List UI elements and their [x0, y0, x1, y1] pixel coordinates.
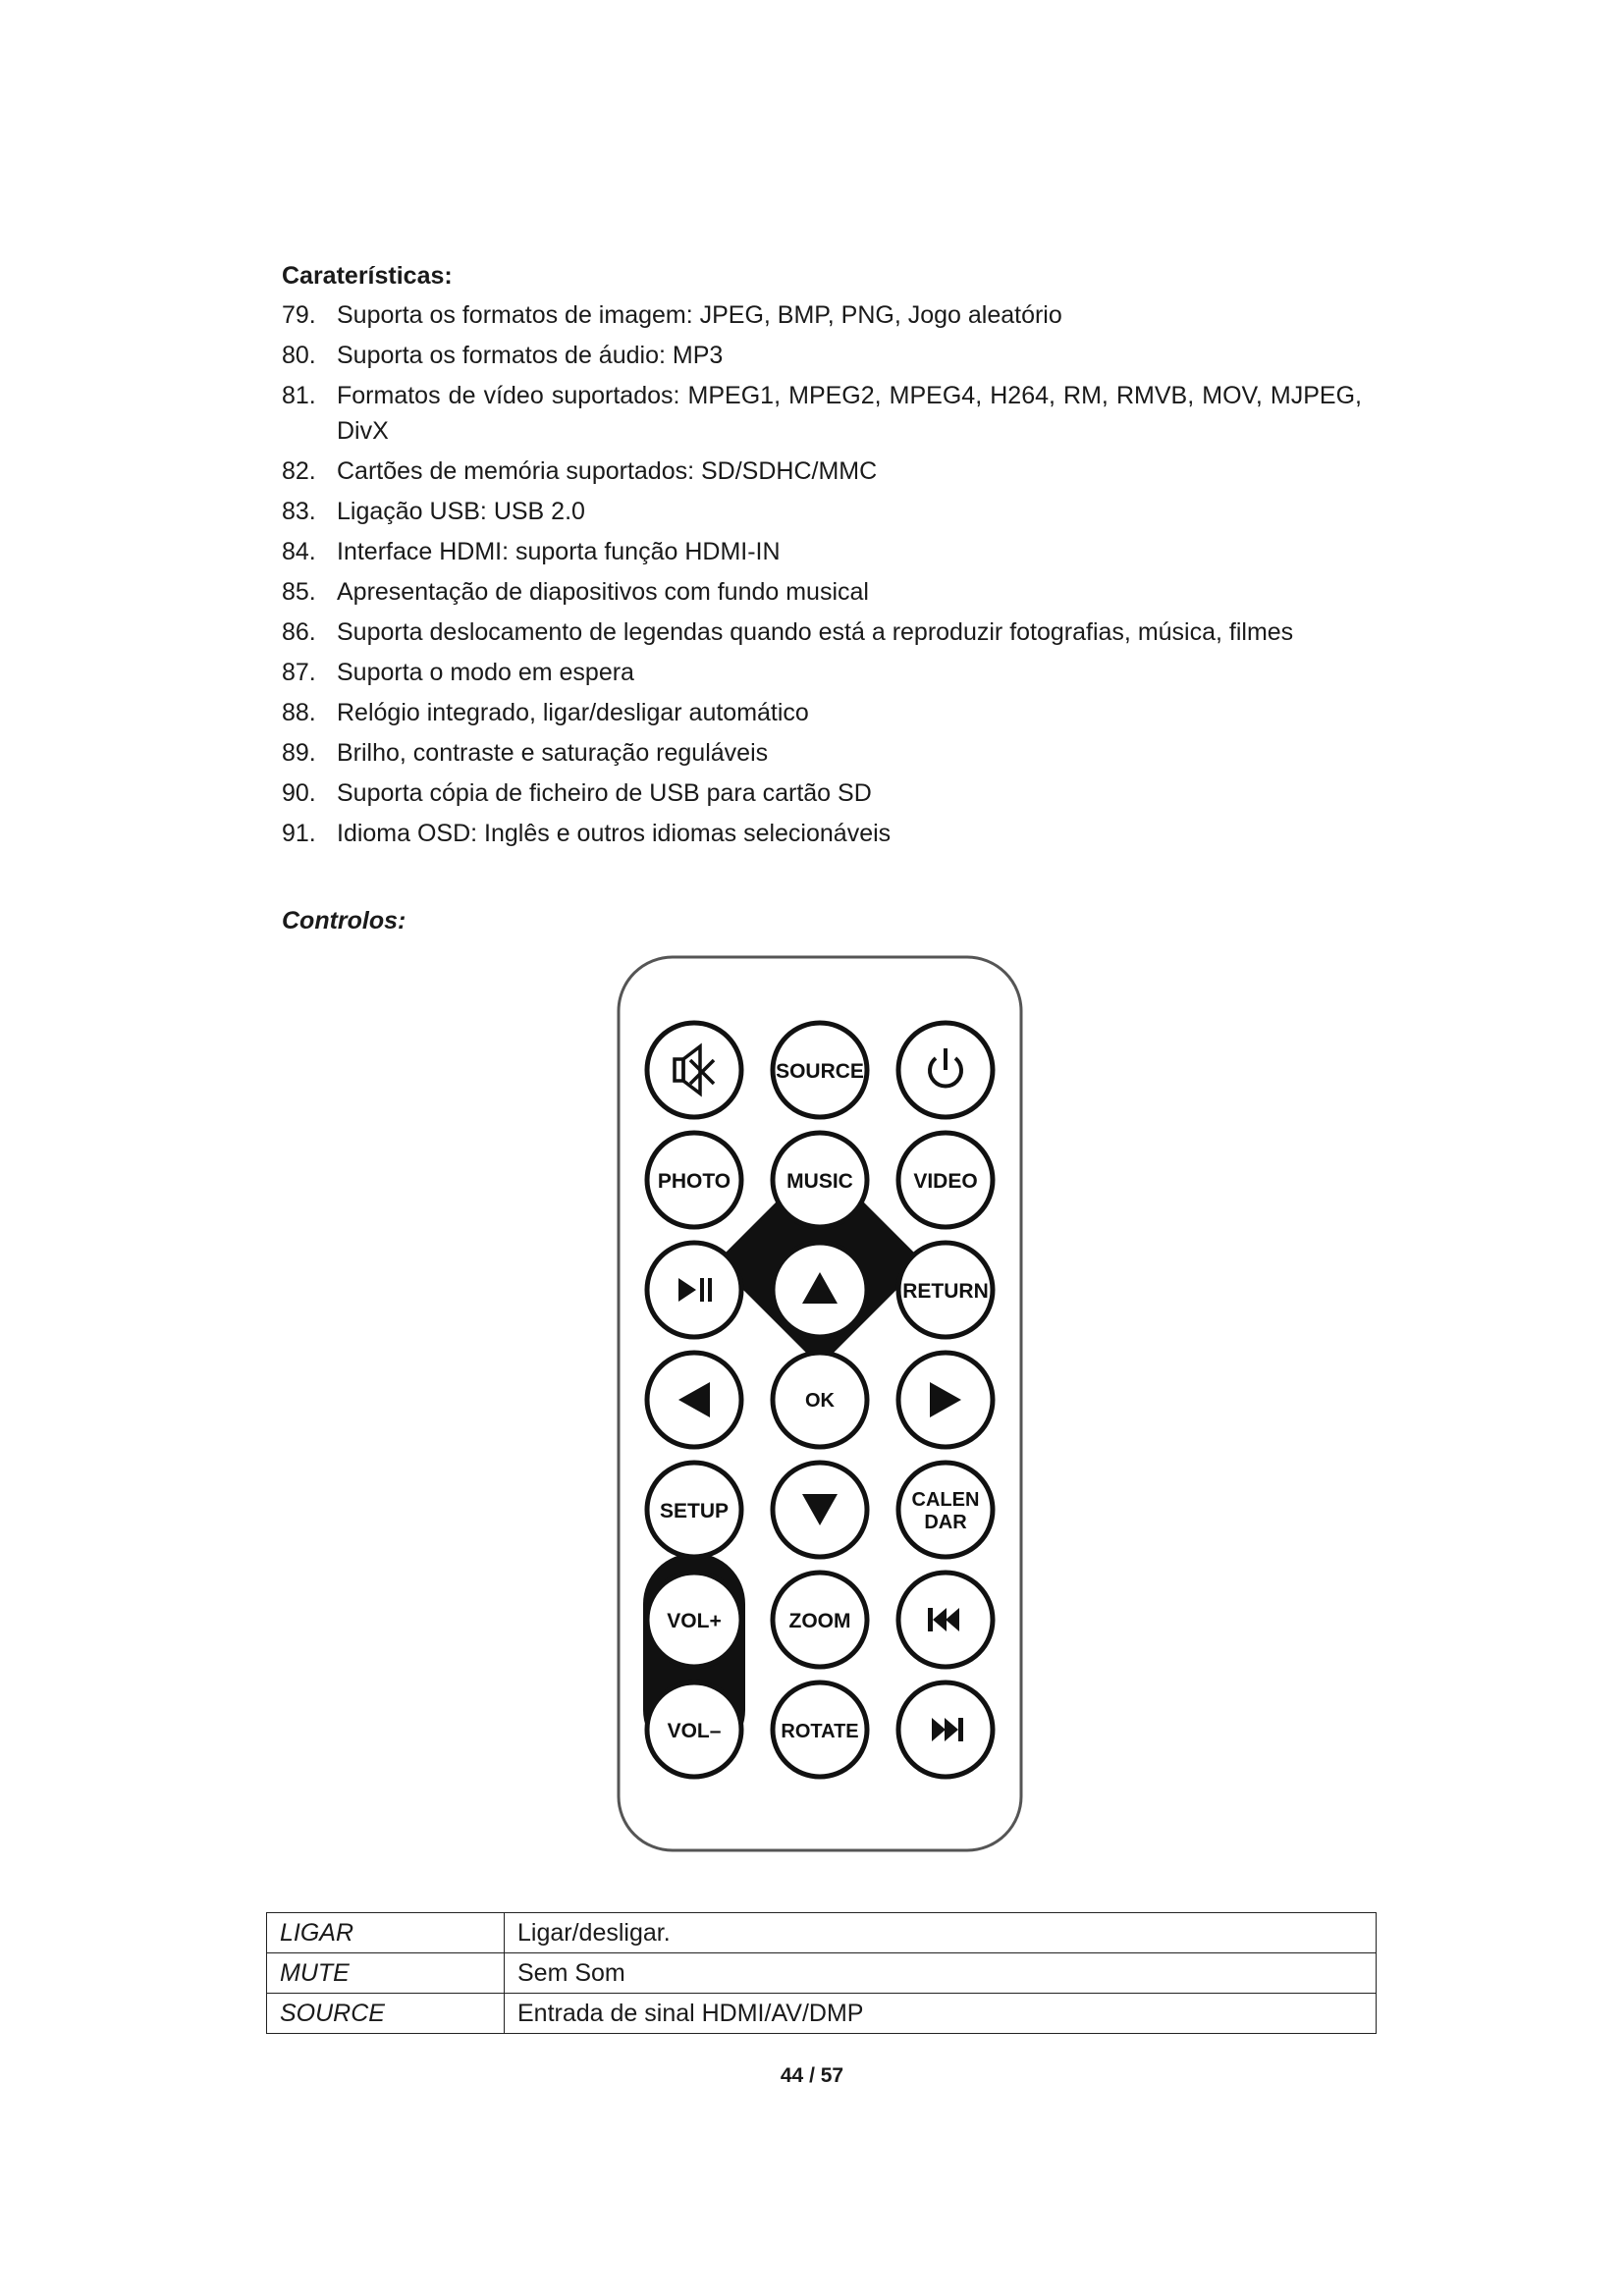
feature-number: 82. — [282, 457, 316, 485]
feature-text: Idioma OSD: Inglês e outros idiomas selecionáveis — [337, 820, 892, 847]
feature-number: 83. — [282, 498, 316, 525]
power-button[interactable] — [898, 1023, 993, 1117]
feature-text: Formatos de vídeo suportados: MPEG1, MPEG2, MPEG4, H264, RM, RMVB, MOV, MJPEG, DivX — [337, 382, 1362, 445]
down-button[interactable] — [773, 1463, 867, 1557]
feature-text: Interface HDMI: suporta função HDMI-IN — [337, 538, 781, 565]
feature-item — [282, 695, 1362, 730]
rotate-button[interactable] — [773, 1682, 867, 1777]
page-number: 44 / 57 — [780, 2064, 844, 2087]
table-cell-description: Sem Som — [505, 1953, 1377, 1994]
feature-number: 80. — [282, 342, 316, 369]
play-pause-button[interactable] — [647, 1243, 741, 1337]
feature-item — [282, 297, 1362, 333]
feature-number: 79. — [282, 301, 316, 329]
left-button[interactable] — [647, 1353, 741, 1447]
next-button[interactable] — [898, 1682, 993, 1777]
right-button[interactable] — [898, 1353, 993, 1447]
table-row — [267, 1994, 1377, 2034]
table-cell-description: Ligar/desligar. — [505, 1913, 1377, 1953]
feature-item — [282, 534, 1362, 569]
feature-text: Suporta os formatos de imagem: JPEG, BMP, PNG, Jogo aleatório — [337, 301, 1062, 329]
table-cell-description: Entrada de sinal HDMI/AV/DMP — [505, 1994, 1377, 2034]
calendar-label-line2: DAR — [924, 1512, 967, 1533]
volume-up-button[interactable] — [647, 1573, 741, 1667]
photo-label: PHOTO — [657, 1170, 731, 1193]
features-list — [282, 297, 1362, 856]
mute-button[interactable] — [647, 1023, 741, 1117]
return-label: RETURN — [902, 1280, 989, 1303]
feature-item — [282, 338, 1362, 373]
feature-number: 86. — [282, 618, 316, 646]
return-button[interactable] — [898, 1243, 993, 1337]
feature-number: 85. — [282, 578, 316, 606]
table-cell-key: LIGAR — [267, 1913, 505, 1953]
feature-text: Suporta os formatos de áudio: MP3 — [337, 342, 724, 369]
feature-text: Suporta cópia de ficheiro de USB para cartão SD — [337, 779, 872, 807]
volume-down-button[interactable] — [647, 1682, 741, 1777]
feature-text: Apresentação de diapositivos com fundo musical — [337, 578, 869, 606]
feature-item — [282, 454, 1362, 489]
ok-label: OK — [805, 1390, 835, 1412]
feature-item — [282, 378, 1362, 449]
up-button[interactable] — [773, 1243, 867, 1337]
zoom-label: ZOOM — [788, 1610, 851, 1632]
music-label: MUSIC — [786, 1170, 853, 1193]
feature-item — [282, 614, 1362, 650]
feature-text: Suporta o modo em espera — [337, 659, 634, 686]
feature-text: Cartões de memória suportados: SD/SDHC/MMC — [337, 457, 878, 485]
feature-number: 81. — [282, 382, 316, 409]
ok-button[interactable] — [773, 1353, 867, 1447]
previous-button[interactable] — [898, 1573, 993, 1667]
setup-label: SETUP — [659, 1500, 730, 1522]
video-label: VIDEO — [913, 1170, 978, 1193]
feature-text: Suporta deslocamento de legendas quando está a reproduzir fotografias, música, filmes — [337, 618, 1294, 646]
feature-item — [282, 655, 1362, 690]
feature-item — [282, 574, 1362, 610]
calendar-label-line1: CALEN — [911, 1489, 980, 1511]
calendar-button[interactable] — [898, 1463, 993, 1557]
feature-text: Brilho, contraste e saturação reguláveis — [337, 739, 769, 767]
video-button[interactable] — [898, 1133, 993, 1227]
rotate-label: ROTATE — [781, 1721, 859, 1742]
feature-number: 88. — [282, 699, 316, 726]
zoom-button[interactable] — [773, 1573, 867, 1667]
feature-number: 87. — [282, 659, 316, 686]
setup-button[interactable] — [647, 1463, 741, 1557]
feature-text: Relógio integrado, ligar/desligar automático — [337, 699, 809, 726]
features-heading: Caraterísticas: — [282, 262, 453, 290]
controls-table — [266, 1912, 1377, 2034]
feature-number: 91. — [282, 820, 316, 847]
music-button[interactable] — [773, 1133, 867, 1227]
photo-button[interactable] — [647, 1133, 741, 1227]
feature-item — [282, 735, 1362, 771]
source-label: SOURCE — [776, 1060, 864, 1083]
table-cell-key: MUTE — [267, 1953, 505, 1994]
feature-item — [282, 816, 1362, 851]
table-row — [267, 1913, 1377, 1953]
feature-item — [282, 775, 1362, 811]
source-button[interactable] — [773, 1023, 867, 1117]
feature-item — [282, 494, 1362, 529]
feature-number: 84. — [282, 538, 316, 565]
volume-down-label: VOL– — [667, 1720, 722, 1742]
feature-number: 89. — [282, 739, 316, 767]
volume-up-label: VOL+ — [667, 1610, 722, 1632]
controls-heading: Controlos: — [282, 907, 406, 934]
remote-control-diagram — [614, 952, 1026, 1855]
table-cell-key: SOURCE — [267, 1994, 505, 2034]
feature-number: 90. — [282, 779, 316, 807]
table-row — [267, 1953, 1377, 1994]
feature-text: Ligação USB: USB 2.0 — [337, 498, 585, 525]
